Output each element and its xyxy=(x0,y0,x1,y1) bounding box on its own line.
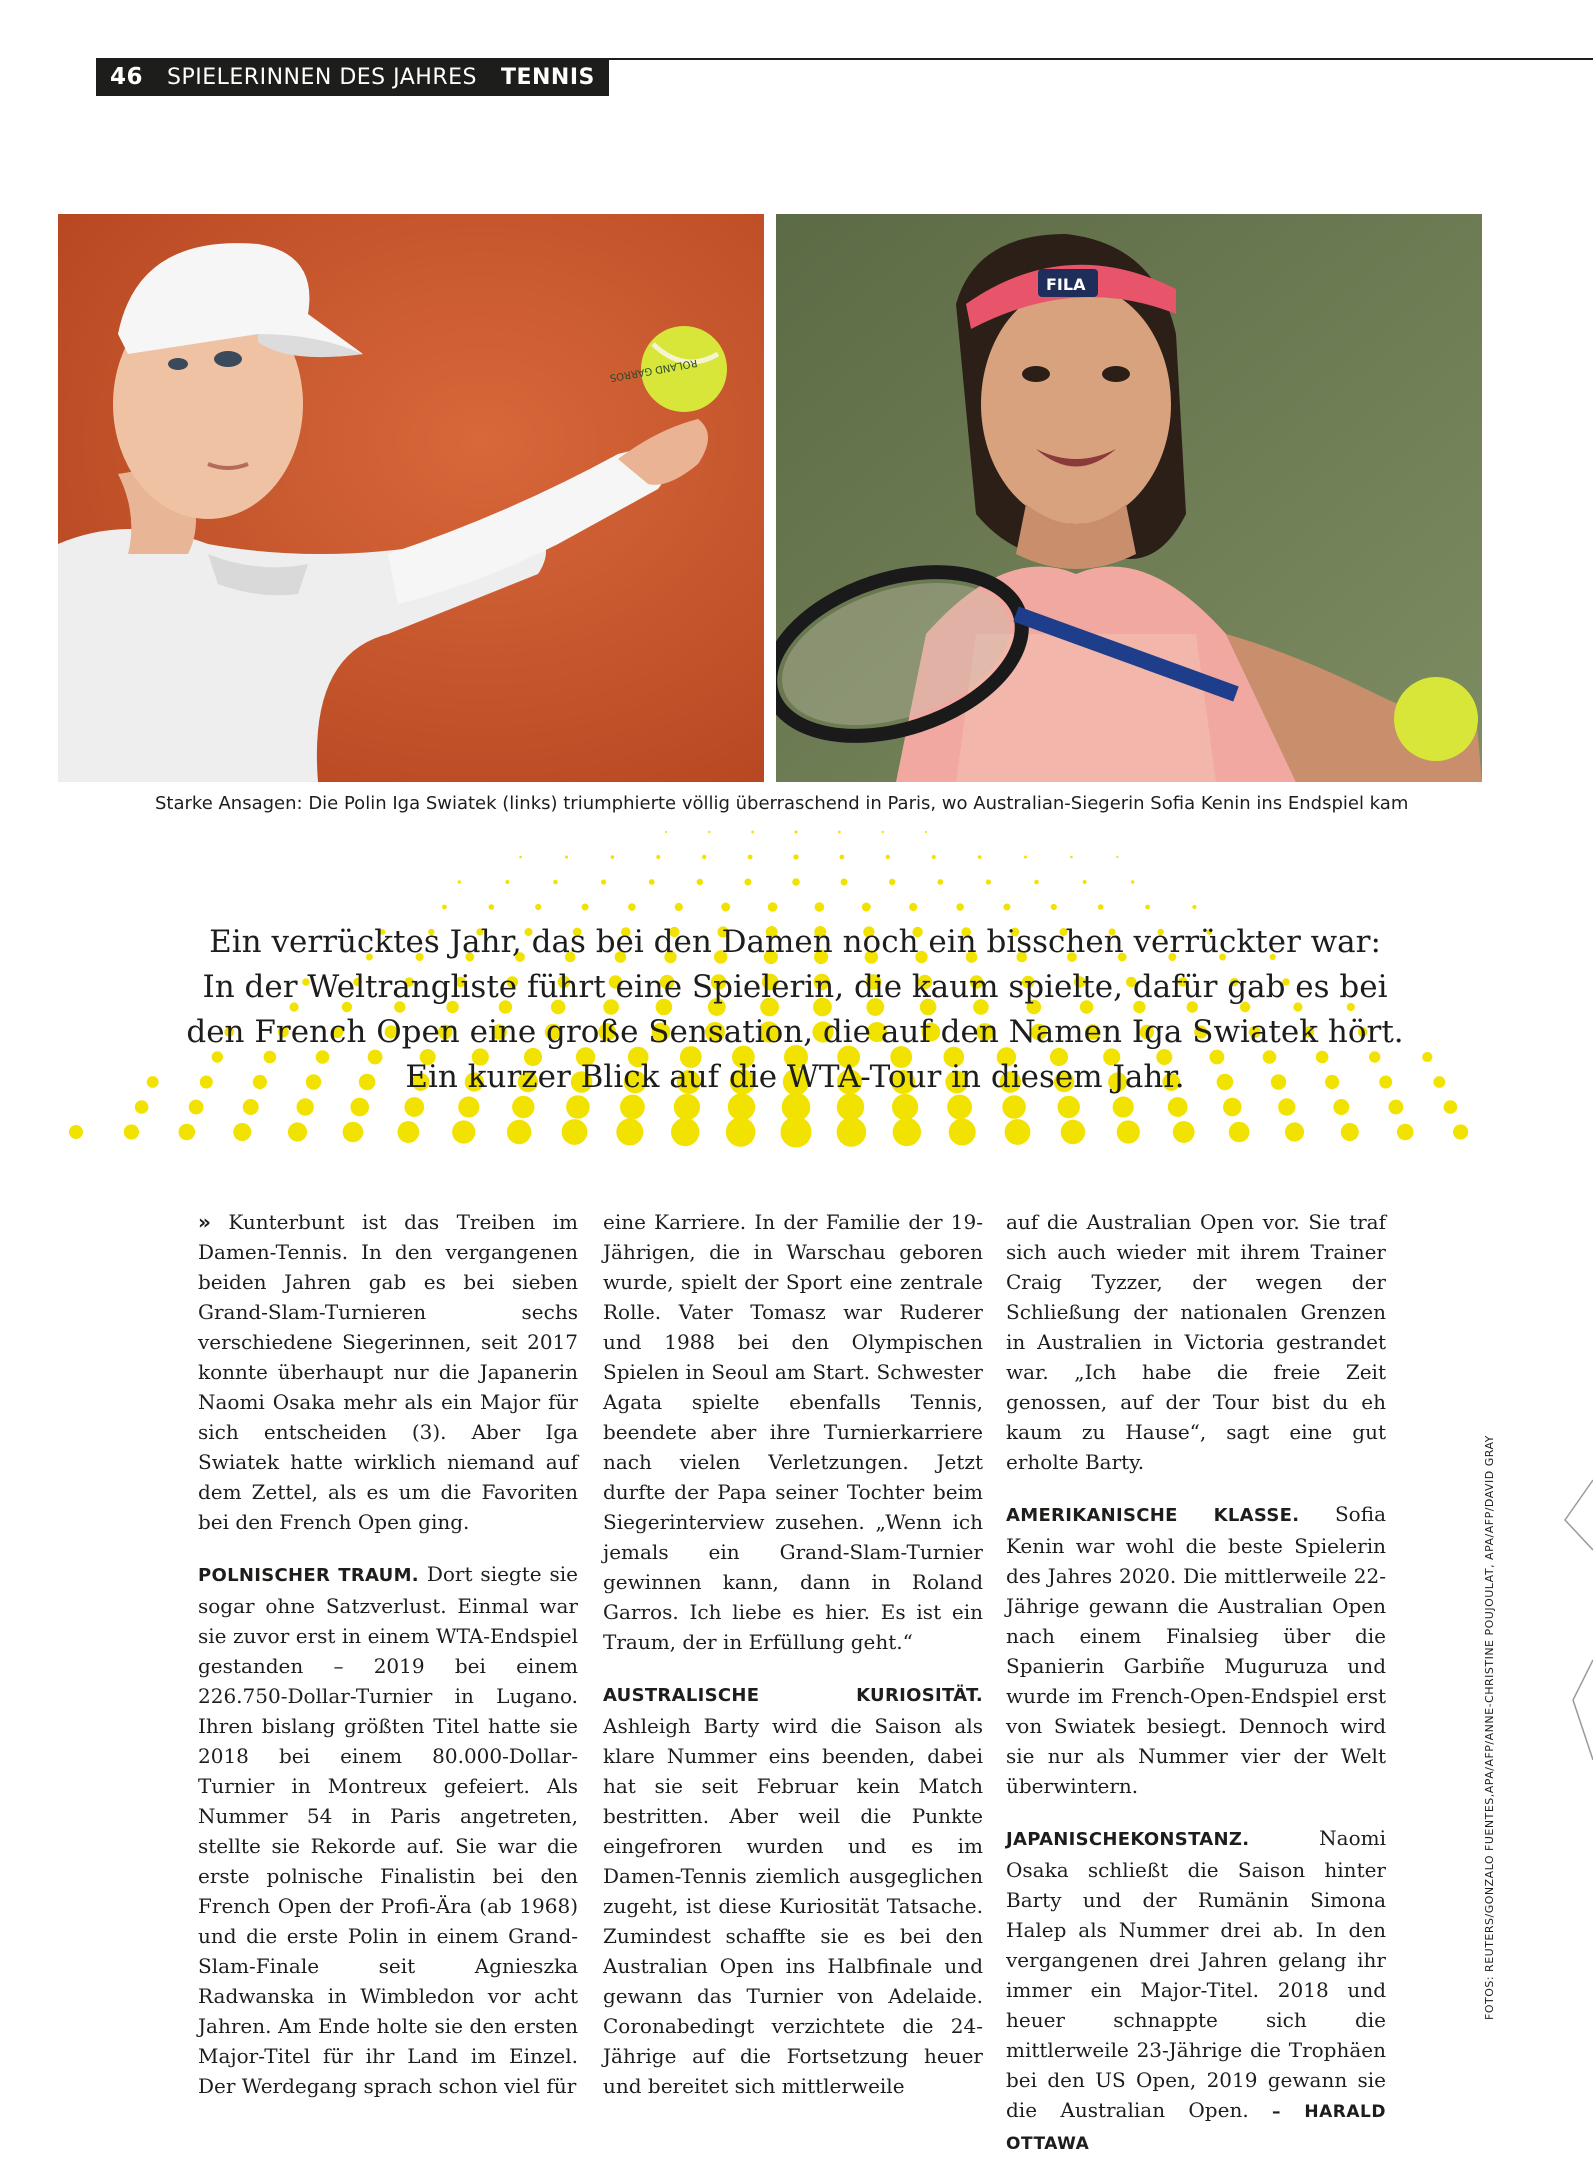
subhead-australische-kuriositaet: AUSTRALISCHE KURIOSITÄT. xyxy=(603,1685,983,1706)
author-byline: – HARALD OTTAWA xyxy=(1006,2102,1387,2154)
halftone-dot xyxy=(616,1119,643,1146)
halftone-dot xyxy=(535,904,541,910)
photo-iga-swiatek-icon xyxy=(58,214,764,782)
section-text: Ashleigh Barty wird die Saison als klare Nummer eins beenden, dabei hat sie seit Februar kein Match bestritten. Aber weil die Punkte eingefroren wurden und es im Damen-Tennis ziemlich ausgeglichen zugeht, ist diese Kuriosität Tatsache. Zumindest schaffte sie es bei den Australian Open ins Halbfinale und gewann das Turnier von Adelaide. Coronabedingt verzichtete die 24-Jährige auf die Fortsetzung heuer und bereitet sich mittlerweile xyxy=(603,1714,983,2098)
halftone-dot xyxy=(671,1118,699,1146)
halftone-dot xyxy=(665,831,667,833)
halftone-dot xyxy=(840,855,845,860)
halftone-dot xyxy=(243,1099,259,1115)
halftone-dot xyxy=(1444,1100,1458,1114)
halftone-dot xyxy=(1098,904,1104,910)
halftone-dot xyxy=(675,903,683,911)
halftone-dot xyxy=(404,1097,424,1117)
section-paragraph: auf die Australian Open vor. Sie traf sich auch wieder mit ihrem Trainer Craig Tyzzer, der wegen der Schließung der nationalen Grenzen in Australien in Victoria gestrandet war. „Ich habe die freie Zeit genossen, auf der Tour bist du eh kaum zu Hause“, sagt eine gut erholte Barty. xyxy=(1006,1210,1386,1474)
halftone-dot xyxy=(1285,1122,1304,1141)
halftone-dot xyxy=(1397,1124,1414,1141)
halftone-dot xyxy=(1131,880,1134,883)
halftone-dot xyxy=(1083,880,1087,884)
lead-line: Ein kurzer Blick auf die WTA-Tour in diesem Jahr. xyxy=(405,1059,1185,1095)
halftone-dot xyxy=(792,878,800,886)
subhead-japanische-konstanz: JAPANISCHEKONSTANZ. xyxy=(1006,1829,1250,1850)
halftone-dot xyxy=(815,902,825,912)
halftone-dot xyxy=(702,855,706,859)
halftone-dot xyxy=(562,1119,588,1145)
halftone-dot xyxy=(1223,1098,1242,1117)
halftone-dot xyxy=(1070,856,1073,859)
halftone-dot xyxy=(1061,1120,1085,1144)
halftone-dot xyxy=(721,903,730,912)
halftone-dot xyxy=(838,831,841,834)
halftone-dot xyxy=(708,831,710,833)
svg-text:FILA: FILA xyxy=(1046,275,1086,294)
halftone-dot xyxy=(1117,1120,1140,1143)
article-column-2 xyxy=(603,1207,983,2101)
halftone-dot xyxy=(288,1122,307,1141)
halftone-dot xyxy=(937,879,943,885)
halftone-dot xyxy=(350,1098,369,1117)
halftone-dot xyxy=(135,1100,149,1114)
halftone-dot xyxy=(925,831,927,833)
halftone-dot xyxy=(886,855,890,859)
section-paragraph xyxy=(198,1559,578,2101)
halftone-dot xyxy=(882,831,884,833)
halftone-dot xyxy=(956,903,964,911)
section-tag: TENNIS xyxy=(500,64,595,90)
section-title: SPIELERINNEN DES JAHRES xyxy=(167,64,477,90)
halftone-dot xyxy=(889,879,895,885)
halftone-dot xyxy=(582,904,589,911)
page-edge-mark xyxy=(1555,1460,1593,1800)
lead-line: Ein verrücktes Jahr, das bei den Damen noch ein bisschen verrückter war: xyxy=(209,924,1381,960)
section-paragraph xyxy=(1006,1823,1386,2159)
halftone-dot xyxy=(233,1123,251,1141)
halftone-dot xyxy=(697,879,703,885)
section-paragraph: eine Karriere. In der Familie der 19-Jährigen, die in Warschau geboren wurde, spielt der Sport eine zentrale Rolle. Vater Tomasz war Ruderer und 1988 bei den Olympischen Spielen in Seoul am Start. Schwester Agata spielte ebenfalls Tennis, beendete aber ihre Turnierkarriere nach vielen Verletzungen. Jetzt durfte der Papa seiner Tochter beim Siegerinterview zusehen. „Wenn ich jemals ein Grand-Slam-Turnier gewinnen kann, dann in Roland Garros. Ich liebe es hier. Es ist ein Traum, der in Erfüllung geht.“ xyxy=(603,1210,983,1654)
halftone-dot xyxy=(1229,1122,1250,1143)
halftone-dot xyxy=(1024,856,1027,859)
lead-line: den French Open eine große Sensation, die auf den Namen Iga Swiatek hört. xyxy=(186,1014,1404,1050)
page-number: 46 xyxy=(110,64,144,90)
halftone-dot xyxy=(1116,856,1118,858)
halftone-dot xyxy=(1278,1098,1295,1115)
halftone-dot xyxy=(553,880,558,885)
halftone-dot xyxy=(744,879,751,886)
lead-paragraph xyxy=(150,920,1440,1100)
intro-text: Kunterbunt ist das Treiben im Damen-Tennis. In den vergangenen beiden Jahren gab es bei sieben Grand-Slam-Turnieren sechs verschiedene Siegerinnen, seit 2017 konnte überhaupt nur die Japanerin Naomi Osaka mehr als ein Major für sich entscheiden (3). Aber Iga Swiatek hatte wirklich niemand auf dem Zettel, als es um die Favoriten bei den French Open ging. xyxy=(198,1210,578,1534)
halftone-dot xyxy=(978,855,982,859)
photo-caption: Starke Ansagen: Die Polin Iga Swiatek (links) triumphierte völlig überraschend in Paris, wo Australian-Siegerin Sofia Kenin ins Endspiel kam xyxy=(155,793,1409,814)
halftone-dot xyxy=(751,831,754,834)
halftone-dot xyxy=(893,1118,921,1146)
halftone-dot xyxy=(628,903,636,911)
halftone-dot xyxy=(611,855,615,859)
section-paragraph xyxy=(603,1679,983,2101)
halftone-dot xyxy=(1168,1097,1188,1117)
halftone-dot xyxy=(442,905,447,910)
section-text: Naomi Osaka schließt die Saison hinter Barty und der Rumänin Simona Halep als Nummer drei ab. In den vergangenen drei Jahren gelang ihr immer ein Major-Titel. 2018 und heuer schnappte sich die mittlerweile 23-Jährige die Trophäen bei den US Open, 2019 gewann sie die Australian Open. xyxy=(1006,1826,1386,2122)
halftone-dot xyxy=(179,1124,196,1141)
svg-text:ROLAND GARROS: ROLAND GARROS xyxy=(608,356,698,383)
section-text: Dort siegte sie sogar ohne Satzverlust. Einmal war sie zuvor erst in einem WTA-Endspiel gestanden – 2019 bei einem 226.750-Dollar-Turnier in Lugano. Ihren bislang größten Titel hatte sie 2018 bei einem 80.000-Dollar-Turnier in Montreux gefeiert. Als Nummer 54 in Paris angetreten, stellte sie Rekorde auf. Sie war die erste polnische Finalistin bei den French Open der Profi-Ära (ab 1968) und die erste Polin in einem Grand-Slam-Finale seit Agnieszka Radwanska in Wimbledon vor acht Jahren. Am Ende holte sie den ersten Major-Titel für ihr Land im Einzel. Der Werdegang sprach schon viel für xyxy=(198,1562,579,2098)
halftone-dot xyxy=(649,879,655,885)
intro-paragraph xyxy=(198,1207,578,1537)
halftone-dot xyxy=(601,879,606,884)
halftone-dot xyxy=(837,1117,867,1147)
page-header xyxy=(96,58,609,96)
halftone-dot xyxy=(189,1100,204,1115)
halftone-dot xyxy=(507,1120,531,1144)
halftone-dot xyxy=(909,903,917,911)
halftone-dot xyxy=(1005,1119,1031,1145)
halftone-dot xyxy=(795,831,798,834)
article-column-1 xyxy=(198,1207,578,2101)
halftone-dot xyxy=(1333,1099,1349,1115)
subhead-polnischer-traum: POLNISCHER TRAUM. xyxy=(198,1565,419,1586)
halftone-dot xyxy=(656,855,660,859)
halftone-dot xyxy=(768,902,778,912)
halftone-dot xyxy=(452,1120,475,1143)
halftone-dot xyxy=(565,856,568,859)
halftone-dot xyxy=(458,880,461,883)
halftone-dot xyxy=(1341,1123,1359,1141)
halftone-dot xyxy=(1192,905,1196,909)
halftone-dot xyxy=(505,880,509,884)
halftone-dot xyxy=(1145,905,1150,910)
halftone-dot xyxy=(1173,1121,1195,1143)
halftone-dot xyxy=(748,855,753,860)
halftone-dot xyxy=(489,904,495,910)
subhead-amerikanische-klasse: AMERIKANISCHE KLASSE. xyxy=(1006,1505,1300,1526)
article-column-3 xyxy=(1006,1207,1386,2159)
halftone-dot xyxy=(397,1121,419,1143)
halftone-dot xyxy=(519,856,522,859)
photo-sofia-kenin-icon xyxy=(776,214,1482,782)
halftone-dot xyxy=(1453,1124,1468,1139)
lead-line: In der Weltrangliste führt eine Spielerin, die kaum spielte, dafür gab es bei xyxy=(202,969,1388,1005)
photo-iga-swiatek xyxy=(58,214,764,782)
halftone-dot xyxy=(841,879,848,886)
halftone-dot xyxy=(343,1122,364,1143)
intro-marker: » xyxy=(198,1210,211,1234)
halftone-dot xyxy=(793,854,798,859)
halftone-dot xyxy=(297,1098,314,1115)
halftone-dot xyxy=(69,1125,83,1139)
photo-sofia-kenin xyxy=(776,214,1482,782)
halftone-dot xyxy=(1389,1100,1404,1115)
halftone-dot xyxy=(1051,904,1057,910)
halftone-dot xyxy=(124,1124,139,1139)
halftone-dot xyxy=(949,1119,976,1146)
halftone-dot xyxy=(1003,904,1010,911)
halftone-dot xyxy=(726,1117,756,1147)
halftone-dot xyxy=(862,903,871,912)
halftone-dot xyxy=(781,1117,812,1148)
section-paragraph xyxy=(1006,1499,1386,1801)
section-text: Sofia Kenin war wohl die beste Spielerin des Jahres 2020. Die mittlerweile 22-Jährige gewann die Australian Open nach einem Finalsieg über die Spanierin Garbiñe Muguruza und wurde im French-Open-Endspiel erst von Swiatek besiegt. Dennoch wird sie nur als Nummer vier der Welt überwintern. xyxy=(1006,1502,1386,1798)
halftone-dot xyxy=(986,879,991,884)
halftone-dot xyxy=(1034,880,1039,885)
halftone-dot xyxy=(932,855,936,859)
photo-credit: FOTOS: REUTERS/GONZALO FUENTES,APA/AFP/ANNE-CHRISTINE POUJOULAT, APA/AFP/DAVID GRAY xyxy=(1483,1435,1496,2020)
